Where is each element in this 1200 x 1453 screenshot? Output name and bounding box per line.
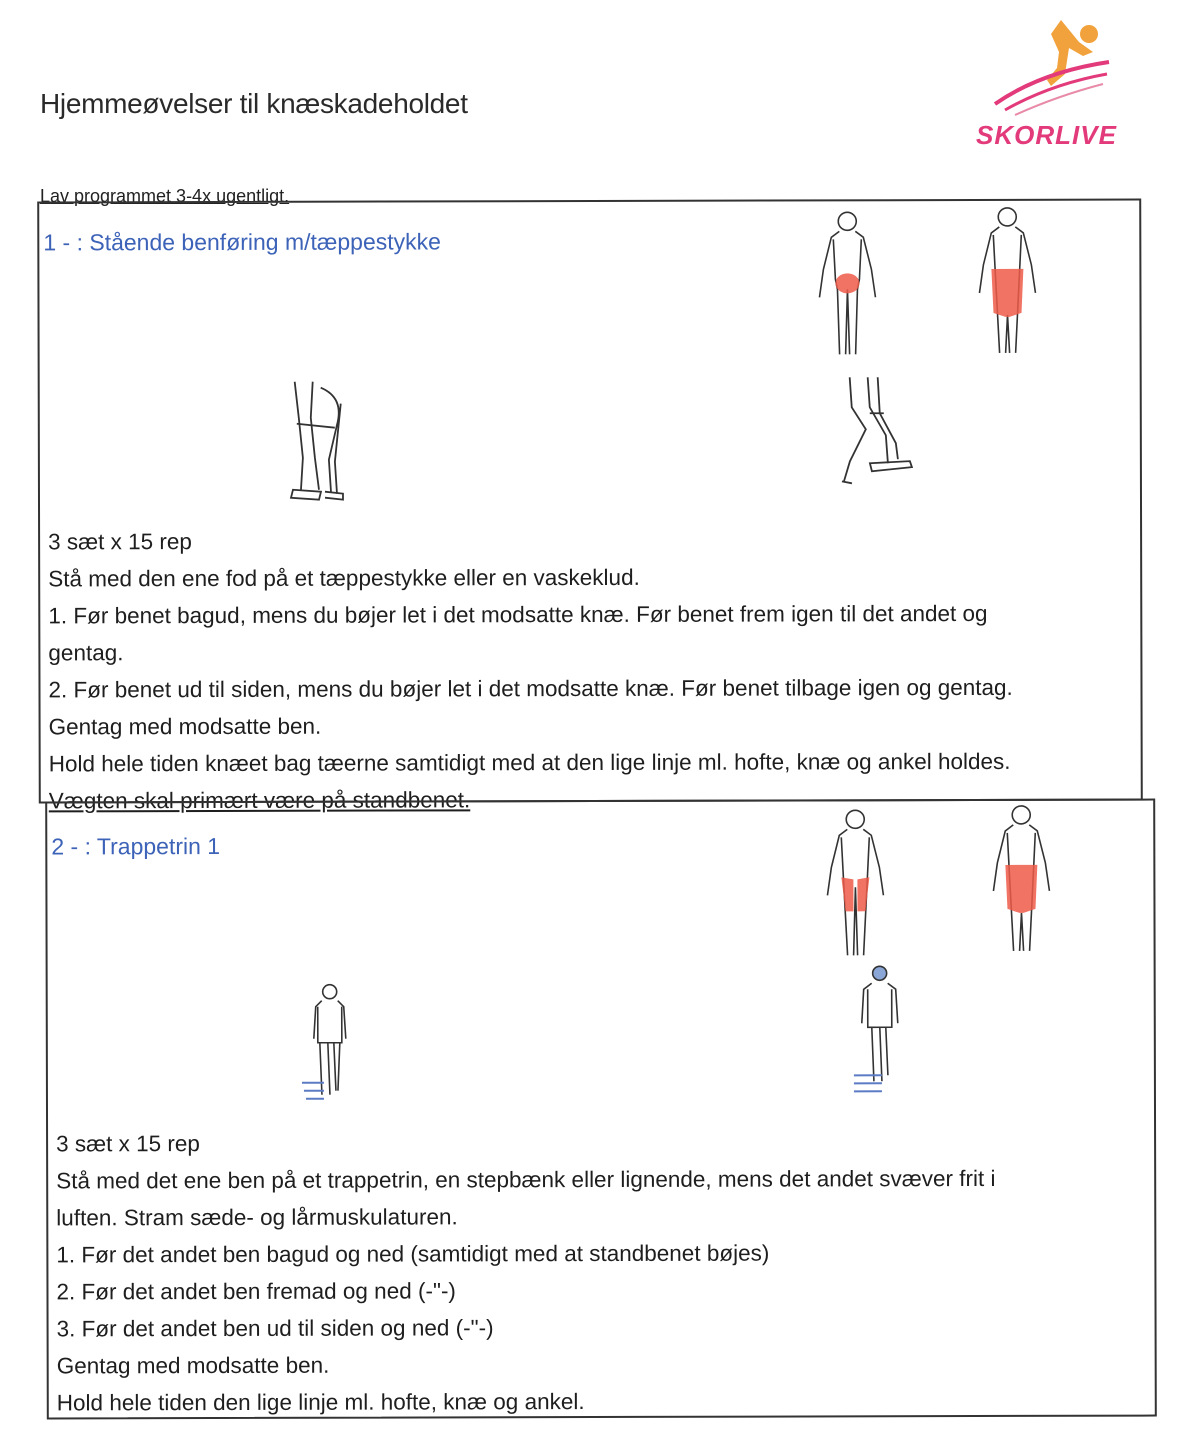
instruction-line: Vægten skal primært være på standbenet. [48,787,471,814]
instruction-line: 2. Før benet ud til siden, mens du bøjer let i det modsatte knæ. Før benet tilbage igen og gentag. [48,674,1013,703]
instruction-line: 3. Før det andet ben ud til siden og ned (-"-) [56,1315,494,1342]
step-exercise-side-illustration-icon [852,963,908,1097]
exercise-legs-side-illustration-icon [840,373,915,493]
exercise-sets-reps: 3 sæt x 15 rep [48,529,192,555]
anatomy-front-figure-icon [983,803,1059,955]
instruction-line: 1. Før det andet ben bagud og ned (samtidigt med at standbenet bøjes) [56,1240,770,1268]
exercise-legs-illustration-icon [285,378,360,506]
anatomy-back-figure-icon [969,205,1045,357]
exercise-title: 1 - : Stående benføring m/tæppestykke [43,228,441,256]
frequency-note: Lav programmet 3-4x ugentligt. [40,186,290,206]
page-title: Hjemmeøvelser til knæskadeholdet [40,88,468,119]
logo-text: SKORLIVE [976,120,1117,150]
instruction-line: 1. Før benet bagud, mens du bøjer let i det modsatte knæ. Før benet frem igen til det andet og [48,600,988,629]
instruction-line: Stå med den ene fod på et tæppestykke eller en vaskeklud. [48,564,640,592]
skorlive-logo [966,12,1136,152]
exercise-card [45,799,1157,1420]
anatomy-front-figure-icon [809,209,885,359]
exercise-instructions [48,521,1133,820]
instruction-line: Gentag med modsatte ben. [48,713,322,740]
instruction-line: gentag. [48,640,124,666]
exercise-sets-reps: 3 sæt x 15 rep [56,1131,200,1157]
logo-figure-icon [991,12,1111,117]
instruction-line: luften. Stram sæde- og lårmuskulaturen. [56,1204,458,1231]
instruction-line: Stå med det ene ben på et trappetrin, en stepbænk eller lignende, mens det andet svæver frit i [56,1165,996,1194]
instruction-line: Hold hele tiden den lige linje ml. hofte, knæ og ankel. [56,1389,585,1416]
exercise-instructions [56,1123,1147,1422]
instruction-line: 2. Før det andet ben fremad og ned (-"-) [56,1278,456,1305]
instruction-line: Hold hele tiden knæet bag tæerne samtidigt med at den lige linje ml. hofte, knæ og ankel holdes. [48,748,1011,777]
anatomy-back-figure-icon [817,807,893,959]
exercise-title: 2 - : Trappetrin 1 [51,832,221,860]
exercise-card [37,199,1143,814]
step-exercise-illustration-icon [302,983,354,1107]
instruction-line: Gentag med modsatte ben. [56,1352,330,1379]
